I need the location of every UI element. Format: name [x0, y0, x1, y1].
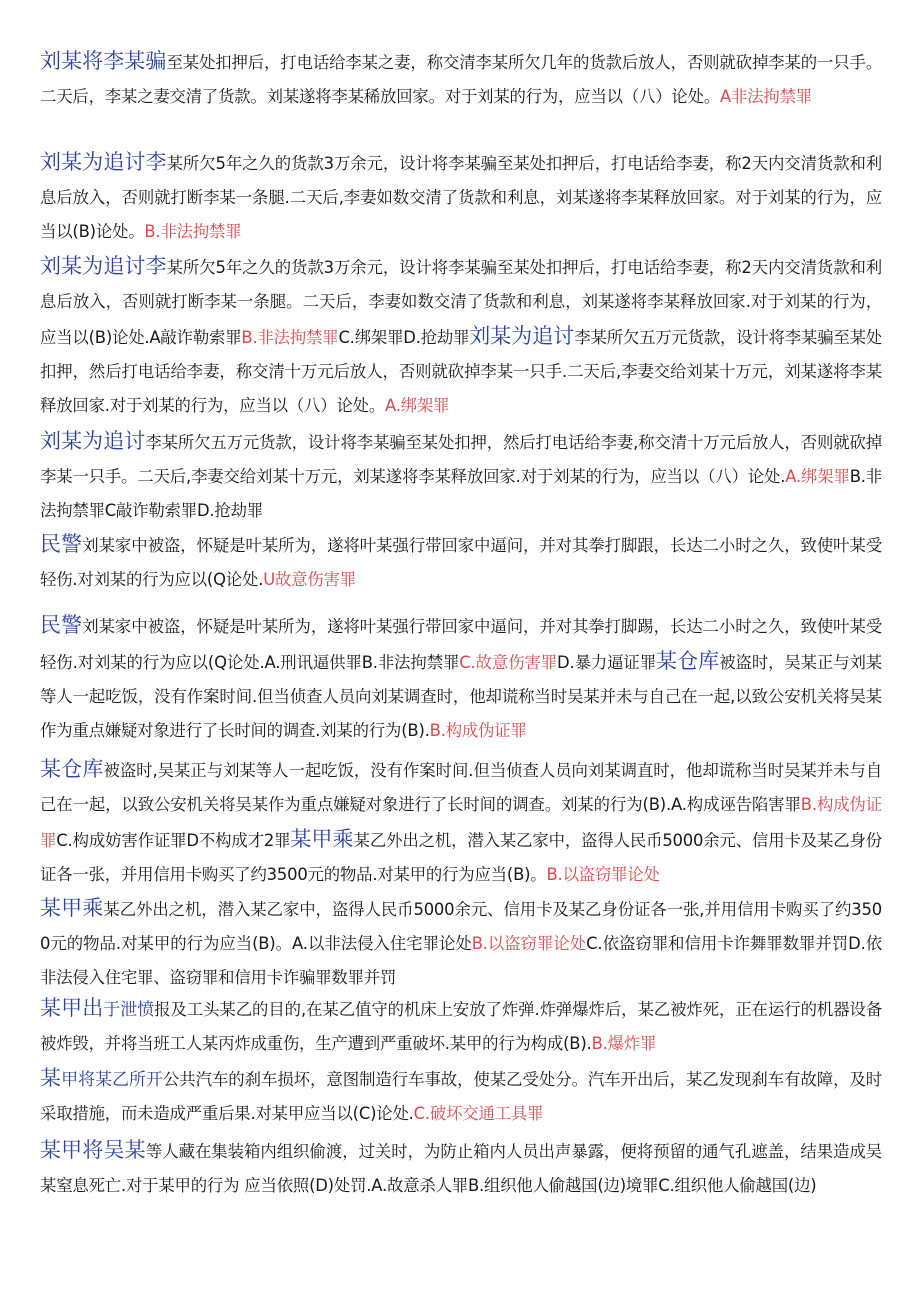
question-text: 某所欠5年之久的货款3万余元，设计将李某骗至某处扣押后，打电话给李妻，称2天内交清货款和利息后放入，否则就打断李某一条腿。二天后，李妻如数交清了货款和利息，刘某遂将李某释放回家.对于刘某的行为，应当以(B)论处.A敲诈勒索罪: [40, 258, 882, 347]
answer-text-inline: B.以盗窃罪论处: [546, 865, 660, 884]
question-paragraph-11: [40, 1133, 882, 1203]
question-heading: 民警: [40, 532, 83, 556]
question-paragraph-1: [40, 44, 882, 114]
question-heading-inline: 某仓库: [655, 649, 720, 673]
answer-text: A非法拘禁罪: [720, 87, 812, 106]
question-text-continued: B.非法拘禁罪C敲诈勒索罪D.抢劫罪: [40, 467, 882, 520]
answer-text: A.绑架罪: [785, 467, 850, 486]
question-text-continued: C.构成妨害作证罪D不构成才2罪: [56, 831, 291, 850]
answer-text: B.非法拘禁罪: [241, 328, 339, 347]
question-text: 某所欠5年之久的货款3万余元，设计将李某骗至某处扣押后，打电话给李妻，称2天内交清货款和利息后放入，否则就打断李某一条腿.二天后,李妻如数交清了货款和利息，刘某遂将李某释放回家。对于刘某的行为，应当以(B)论处。: [40, 154, 882, 241]
question-heading: 刘某为追讨李: [40, 150, 167, 174]
question-paragraph-5: [40, 527, 882, 597]
answer-text-inline: A.绑架罪: [385, 396, 450, 415]
answer-text: B.以盗窃罪论处: [471, 934, 587, 953]
question-heading-inline: 刘某为追讨: [469, 324, 575, 348]
question-paragraph-8: [40, 891, 882, 995]
question-text-continued: C.绑架罪D.抢劫罪: [338, 328, 470, 347]
question-text: 被盗时,吴某正与刘某等人一起吃饭，没有作案时间.但当侦查人员向刘某调直时，他却谎称当时吴某并未与自己在一起，以致公安机关将吴某作为重点嫌疑对象进行了长时间的调查。刘某的行为(B).A.构成诬告陷害罪: [40, 761, 883, 814]
answer-text: C.破坏交通工具罪: [413, 1104, 544, 1123]
question-heading: 某: [40, 1066, 62, 1090]
question-paragraph-6: [40, 608, 882, 748]
question-heading-inline: 某甲乘: [290, 827, 354, 851]
question-heading: 刘某为追讨: [40, 429, 146, 453]
question-text: 等人藏在集装箱内组织偷渡，过关时，为防止箱内人员出声暴露，便将预留的通气孔遮盖，结果造成吴某窒息死亡.对于某甲的行为 应当依照(D)处罚.A.故意杀人罪B.组织他人偷越国(边)境罪C.组织他人偷越国(边): [40, 1142, 882, 1195]
question-heading: 刘某为追讨李: [40, 254, 167, 278]
question-heading-sub: 于泄愤: [103, 1000, 155, 1020]
question-text: 刘某家中被盗，怀疑是叶某所为，遂将叶某强行带回家中逼问，并对其拳打脚踢，长达二小时之久，致使叶某受轻伤.对刘某的行为应以(Q论处.A.刑讯逼供罪B.非法拘禁罪: [40, 617, 883, 672]
question-text: 报及工头某乙的目的,在某乙值守的机床上安放了炸弹.炸弹爆炸后，某乙被炸死，正在运行的机器设备被炸毁，并将当班工人某丙炸成重伤，生产遭到严重破坏.某甲的行为构成(B).: [40, 1000, 883, 1053]
question-paragraph-9: [40, 991, 882, 1061]
question-text: 某乙外出之机，潜入某乙家中，盗得人民币5000余元、信用卡及某乙身份证各一张,并用信用卡购买了约3500元的物品.对某甲的行为应当(B)。A.以非法侵入住宅罪论处: [40, 900, 882, 953]
question-heading-sub: 甲将某乙所开: [61, 1070, 163, 1090]
answer-text: B.非法拘禁罪: [144, 222, 242, 241]
answer-text-inline: B.构成伪证罪: [429, 721, 527, 740]
question-paragraph-3: [40, 249, 882, 423]
question-text-continued: D.暴力逼证罪: [557, 653, 656, 672]
question-text: 公共汽车的刹车损坏，意图制造行车事故，使某乙受处分。汽车开出后，某乙发现刹车有故障，及时采取措施，而未造成严重后果.对某甲应当以(C)论处.: [40, 1070, 882, 1123]
question-heading: 某甲乘: [40, 896, 104, 920]
question-paragraph-2: [40, 145, 882, 249]
question-text-continued: C.依盗窃罪和信用卡诈舞罪数罪并罚D.依非法侵入住宅罪、盗窃罪和信用卡诈骗罪数罪并罚: [40, 934, 882, 987]
answer-text: U故意伤害罪: [263, 570, 356, 589]
question-text: 至某处扣押后，打电话给李某之妻，称交清李某所欠几年的货款后放人，否则就砍掉李某的一只手。二天后，李某之妻交清了货款。刘某遂将李某稀放回家。对于刘某的行为，应当以（八）论处。: [40, 53, 883, 106]
question-heading: 某甲出: [40, 996, 104, 1020]
question-paragraph-10: [40, 1061, 882, 1131]
answer-text: B.构成伪证罪: [40, 795, 882, 850]
question-text: 李某所欠五万元货款，设计将李某骗至某处扣押，然后打电话给李妻,称交清十万元后放人，否则就砍掉李某一只手。二天后,李妻交给刘某十万元，刘某遂将李某释放回家.对于刘某的行为，应当以（八）论处.: [40, 433, 882, 486]
answer-text: C.故意伤害罪: [459, 653, 558, 672]
question-text: 刘某家中被盗，怀疑是叶某所为，遂将叶某强行带回家中逼问，并对其拳打脚跟，长达二小时之久，致使叶某受轻伤.对刘某的行为应以(Q论处.: [40, 536, 883, 589]
question-text-inline: 某乙外出之机，潜入某乙家中，盗得人民币5000余元、信用卡及某乙身份证各一张，并用信用卡购买了约3500元的物品.对某甲的行为应当(B)。: [40, 831, 883, 884]
question-text-inline: 被盗时，吴某正与刘某等人一起吃饭，没有作案时间.但当侦查人员向刘某调查时，他却谎称当时吴某并未与自己在一起,以致公安机关将吴某作为重点嫌疑对象进行了长时间的调查.刘某的行为(B).: [40, 653, 882, 740]
question-heading: 民警: [40, 613, 83, 637]
question-paragraph-4: [40, 424, 882, 528]
question-heading: 刘某将李某骗: [40, 49, 167, 73]
question-heading: 某仓库: [40, 757, 104, 781]
question-heading: 某甲将吴某: [40, 1138, 146, 1162]
answer-text: B.爆炸罪: [591, 1034, 657, 1053]
question-text-inline: 李某所欠五万元货款，设计将李某骗至某处扣押，然后打电话给李妻，称交清十万元后放人，否则就砍掉李某一只手.二天后,李妻交给刘某十万元，刘某遂将李某释放回家.对于刘某的行为，应当以（八）论处。: [40, 328, 882, 415]
question-paragraph-7: [40, 752, 882, 892]
